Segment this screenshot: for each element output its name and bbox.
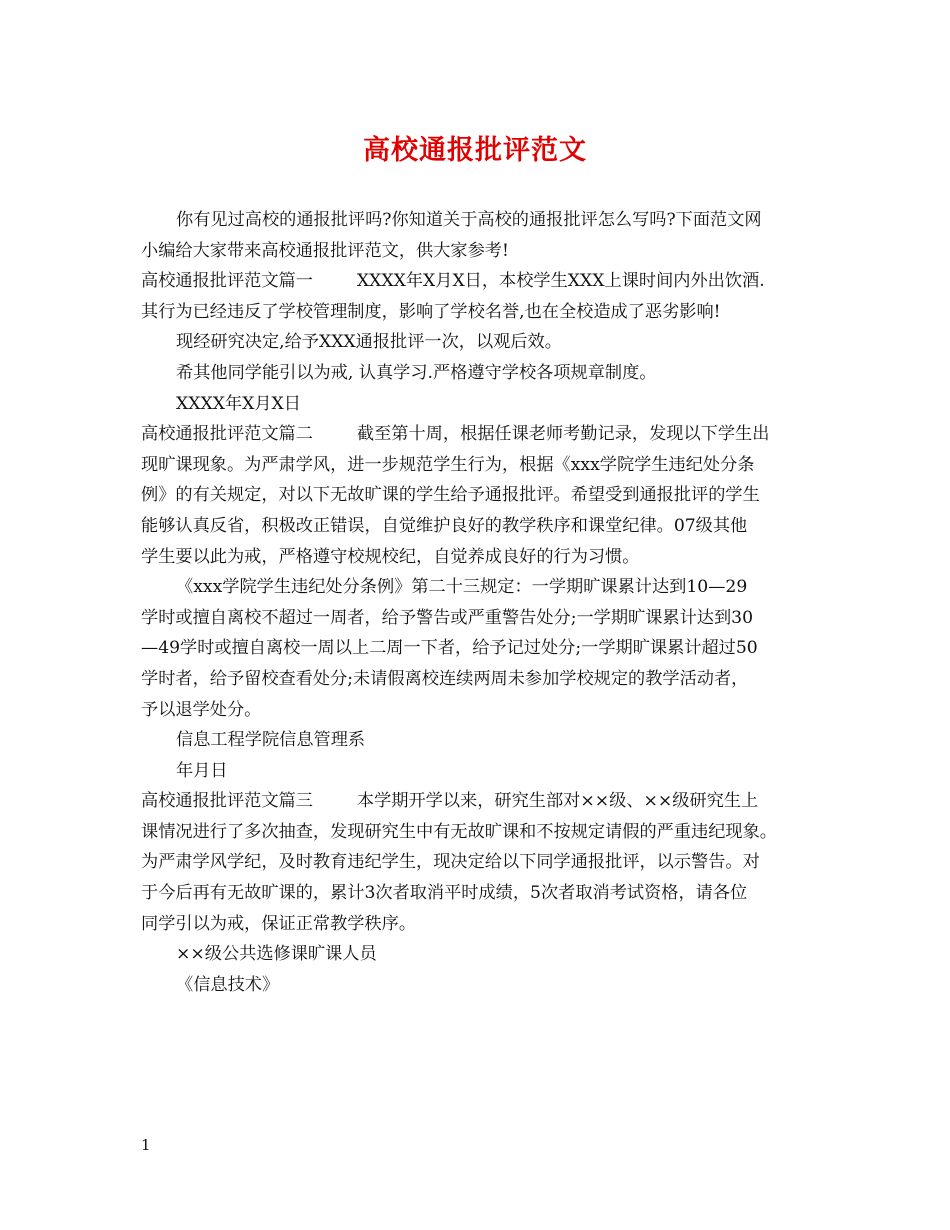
- line-text: —49学时或擅自离校一周以上二周一下者，给予记过处分;一学期旷课累计超过50: [141, 638, 758, 659]
- text-line: [141, 603, 821, 634]
- line-text: 本学期开学以来，研究生部对××级、××级研究生上: [356, 791, 759, 812]
- text-line: [141, 419, 821, 450]
- text-line: [141, 572, 821, 603]
- line-text: 现经研究决定,给予XXX通报批评一次，以观后效。: [176, 332, 562, 353]
- text-line: [141, 909, 821, 940]
- text-line: [141, 511, 821, 542]
- line-text: 于今后再有无故旷课的，累计3次者取消平时成绩，5次者取消考试资格，请各位: [141, 883, 748, 904]
- line-text: 现旷课现象。为严肃学风，进一步规范学生行为，根据《xxx学院学生违纪处分条: [141, 454, 755, 475]
- line-text: 截至第十周，根据任课老师考勤记录，发现以下学生出: [356, 424, 770, 445]
- line-text: 《信息技术》: [176, 974, 280, 995]
- text-line: [141, 725, 821, 756]
- text-line: [141, 786, 821, 817]
- line-text: 学生要以此为戒，严格遵守校规校纪，自觉养成良好的行为习惯。: [141, 546, 640, 567]
- text-line: [141, 450, 821, 481]
- text-line: [141, 847, 821, 878]
- text-line: [141, 756, 821, 787]
- text-line: [141, 542, 821, 573]
- line-text: 《xxx学院学生违纪处分条例》第二十三规定：一学期旷课累计达到10—29: [176, 577, 748, 598]
- line-text: 同学引以为戒，保证正常教学秩序。: [141, 913, 417, 934]
- page-number: 1: [141, 1136, 151, 1154]
- text-line: [141, 389, 821, 420]
- section-heading: 高校通报批评范文篇一: [141, 271, 313, 292]
- text-line: [141, 327, 821, 358]
- line-text: 你有见过高校的通报批评吗?你知道关于高校的通报批评怎么写吗?下面范文网: [176, 210, 762, 230]
- line-text: 小编给大家带来高校通报批评范文，供大家参考!: [141, 240, 509, 261]
- document-body: [141, 205, 821, 1000]
- line-text: 为严肃学风学纪，及时教育违纪学生，现决定给以下同学通报批评，以示警告。对: [141, 852, 760, 873]
- line-text: 其行为已经违反了学校管理制度，影响了学校名誉,也在全校造成了恶劣影响!: [141, 301, 721, 322]
- line-text: XXXX年X月X日，本校学生XXX上课时间内外出饮酒.: [356, 271, 765, 292]
- section-heading: 高校通报批评范文篇三: [141, 791, 313, 812]
- line-text: 希其他同学能引以为戒, 认真学习.严格遵守学校各项规章制度。: [176, 362, 657, 383]
- text-line: [141, 205, 821, 236]
- line-text: XXXX年X月X日: [176, 393, 301, 414]
- document-title: 高校通报批评范文: [363, 135, 587, 166]
- text-line: [141, 817, 821, 848]
- text-line: [141, 236, 821, 267]
- line-text: 信息工程学院信息管理系: [176, 730, 366, 751]
- text-line: [141, 266, 821, 297]
- line-text: 予以退学处分。: [141, 699, 262, 720]
- line-text: 学时或擅自离校不超过一周者，给予警告或严重警告处分;一学期旷课累计达到30: [141, 607, 754, 628]
- line-text: 学时者，给予留校查看处分;未请假离校连续两周未参加学校规定的教学活动者，: [141, 668, 749, 689]
- text-line: [141, 633, 821, 664]
- text-line: [141, 939, 821, 970]
- text-line: [141, 878, 821, 909]
- text-line: [141, 695, 821, 726]
- text-line: [141, 358, 821, 389]
- line-text: 例》的有关规定，对以下无故旷课的学生给予通报批评。希望受到通报批评的学生: [141, 485, 760, 506]
- text-line: [141, 480, 821, 511]
- text-line: [141, 970, 821, 1001]
- line-text: ××级公共选修课旷课人员: [176, 944, 377, 965]
- line-text: 课情况进行了多次抽查，发现研究生中有无故旷课和不按规定请假的严重违纪现象。: [141, 821, 777, 842]
- line-text: 能够认真反省，积极改正错误，自觉维护良好的教学秩序和课堂纪律。07级其他: [141, 515, 748, 536]
- line-text: 年月日: [176, 760, 228, 781]
- text-line: [141, 297, 821, 328]
- section-heading: 高校通报批评范文篇二: [141, 424, 313, 445]
- text-line: [141, 664, 821, 695]
